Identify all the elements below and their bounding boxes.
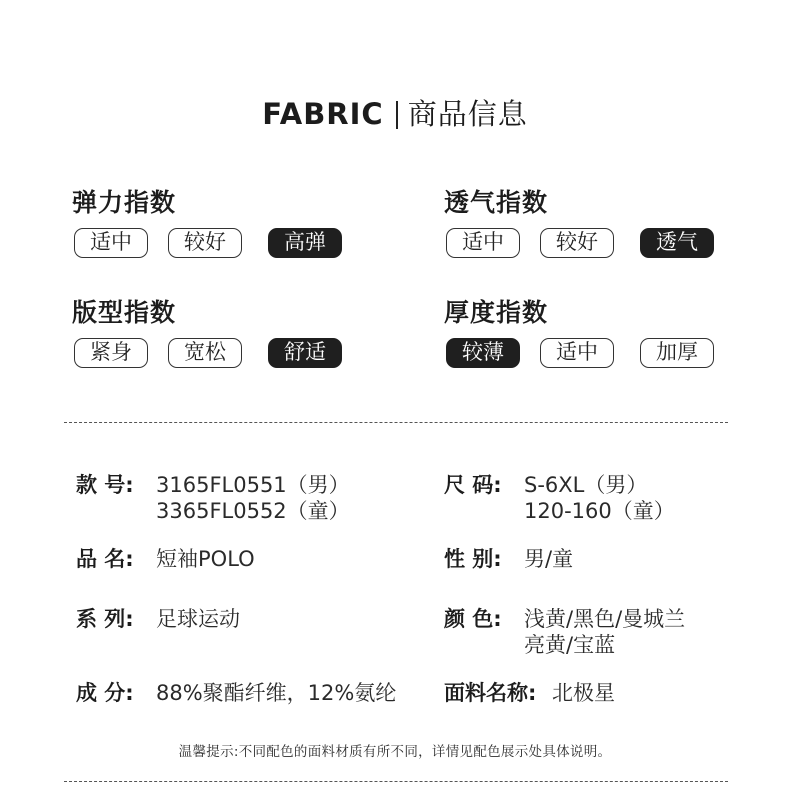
section-title — [0, 92, 790, 136]
spec-value-line: 短袖POLO — [156, 547, 255, 571]
index-fit — [72, 298, 326, 364]
spec-value — [156, 472, 350, 524]
spec-label: 成 分: — [76, 681, 134, 705]
index-title: 厚度指数 — [444, 298, 549, 327]
index-thickness — [444, 298, 698, 364]
index-title: 版型指数 — [72, 298, 177, 327]
spec-value — [156, 680, 396, 706]
index-option: 适中 — [74, 228, 148, 258]
index-option: 舒适 — [268, 338, 342, 368]
index-option: 适中 — [446, 228, 520, 258]
spec-value-line: 3365FL0552（童） — [156, 499, 350, 523]
index-options — [72, 228, 352, 262]
spec-label: 性 别: — [444, 547, 502, 571]
index-elasticity — [72, 188, 326, 254]
index-option: 透气 — [640, 228, 714, 258]
index-options — [72, 338, 352, 372]
spec-label: 面料名称: — [444, 681, 537, 705]
spec-value-line: 北极星 — [552, 681, 615, 705]
spec-value-line: 88%聚酯纤维，12%氨纶 — [156, 681, 397, 705]
index-option: 加厚 — [640, 338, 714, 368]
spec-value — [156, 606, 240, 632]
index-breathability — [444, 188, 698, 254]
spec-value-line: 3165FL0551（男） — [156, 473, 350, 497]
index-option: 适中 — [540, 338, 614, 368]
divider-top — [64, 422, 728, 423]
spec-value-line: 浅黄/黑色/曼城兰 — [524, 607, 686, 631]
spec-value-line: 男/童 — [524, 547, 574, 571]
spec-value — [524, 472, 675, 524]
index-title: 透气指数 — [444, 188, 549, 217]
index-option: 高弹 — [268, 228, 342, 258]
spec-label: 款 号: — [76, 473, 134, 497]
index-option: 较好 — [168, 228, 242, 258]
spec-value-line: 足球运动 — [156, 607, 240, 631]
index-option: 宽松 — [168, 338, 242, 368]
spec-value — [156, 546, 255, 572]
divider-bottom — [64, 781, 728, 782]
index-option: 较薄 — [446, 338, 520, 368]
spec-label: 尺 码: — [444, 473, 502, 497]
title-divider — [396, 101, 398, 129]
title-en: FABRIC — [262, 97, 384, 131]
index-option: 较好 — [540, 228, 614, 258]
index-options — [444, 338, 724, 372]
title-cn: 商品信息 — [407, 97, 528, 131]
spec-label: 颜 色: — [444, 607, 502, 631]
spec-value-line: 亮黄/宝蓝 — [524, 633, 616, 657]
spec-value-line: 120-160（童） — [524, 499, 675, 523]
spec-value — [524, 546, 573, 572]
index-title: 弹力指数 — [72, 188, 177, 217]
index-option: 紧身 — [74, 338, 148, 368]
spec-value — [552, 680, 615, 706]
tip-note: 温馨提示:不同配色的面料材质有所不同，详情见配色展示处具体说明。 — [178, 744, 612, 760]
index-options — [444, 228, 724, 262]
spec-label: 系 列: — [76, 607, 134, 631]
spec-value — [524, 606, 685, 658]
spec-label: 品 名: — [76, 547, 134, 571]
spec-value-line: S-6XL（男） — [524, 473, 648, 497]
